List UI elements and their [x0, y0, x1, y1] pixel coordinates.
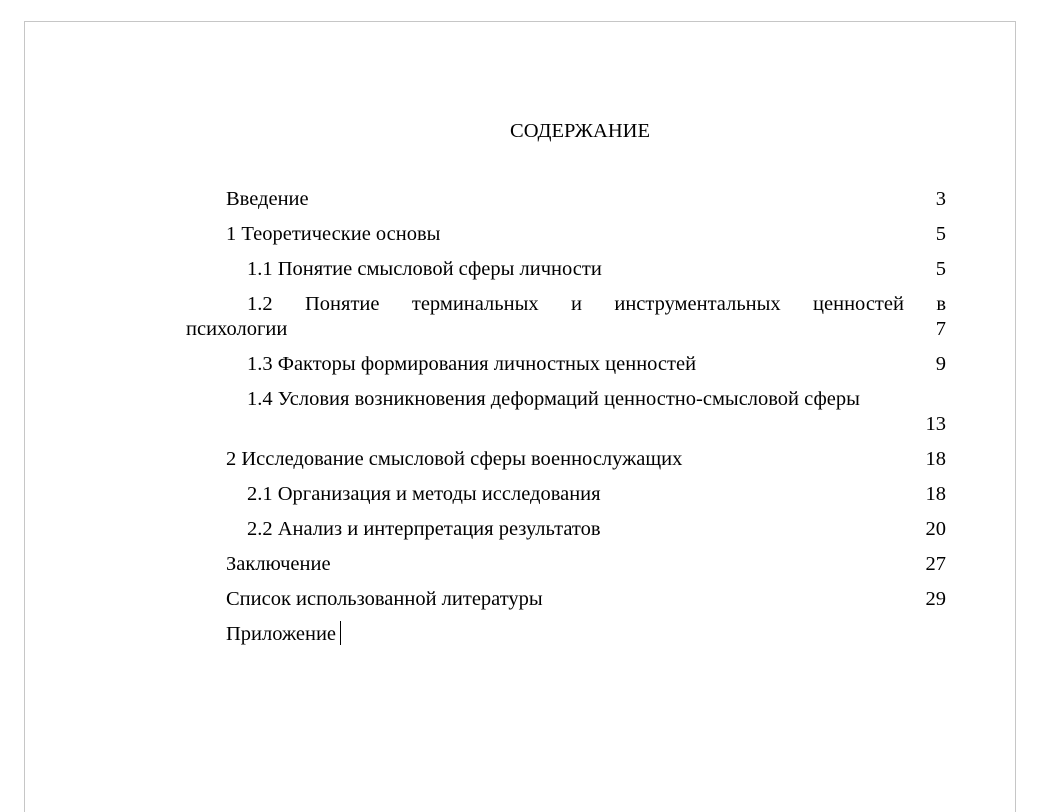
toc-entry-section-2-2[interactable]	[186, 516, 946, 543]
toc-page-number: 5	[935, 223, 946, 245]
toc-page-number: 3	[935, 188, 946, 210]
document-page[interactable]	[24, 21, 1016, 812]
toc-page-number: 27	[925, 553, 946, 575]
toc-page-number: 13	[925, 413, 946, 435]
toc-entry-references[interactable]	[186, 586, 946, 613]
toc-page-number: 9	[935, 353, 946, 375]
toc-entry-text-line1: 1.2 Понятие терминальных и инструментальных ценностей в	[247, 293, 946, 315]
toc-page-number: 20	[925, 518, 946, 540]
toc-entry-section-1-1[interactable]	[186, 256, 946, 283]
toc-page-number: 18	[925, 483, 946, 505]
toc-entry-text: 2 Исследование смысловой сферы военнослужащих	[226, 448, 683, 470]
toc-entry-section-1-4[interactable]	[186, 386, 946, 438]
toc-entry-text: Список использованной литературы	[226, 588, 543, 610]
toc-entry-text: Заключение	[226, 553, 331, 575]
toc-entry-text: 2.2 Анализ и интерпретация результатов	[247, 518, 601, 540]
toc-entry-section-1-2[interactable]	[186, 291, 946, 343]
toc-page-number: 7	[935, 318, 946, 340]
toc-entry-chapter-2[interactable]	[186, 446, 946, 473]
toc-entry-section-1-3[interactable]	[186, 351, 946, 378]
toc-entry-text: Введение	[226, 188, 309, 210]
toc-entry-text-line1: 1.4 Условия возникновения деформаций ценностно-смысловой сферы	[247, 388, 860, 410]
toc-entry-introduction[interactable]	[186, 186, 946, 213]
toc-page-number: 18	[925, 448, 946, 470]
toc-entry-text-line2: психологии	[186, 318, 288, 340]
toc-entry-text: 1.1 Понятие смысловой сферы личности	[247, 258, 602, 280]
toc-entry-text: 1.3 Факторы формирования личностных ценностей	[247, 353, 697, 375]
toc-entry-text: Приложение	[226, 623, 337, 645]
toc-page-number: 29	[925, 588, 946, 610]
toc-entry-text: 1 Теоретические основы	[226, 223, 441, 245]
toc-entry-section-2-1[interactable]	[186, 481, 946, 508]
toc-entry-appendix[interactable]	[186, 621, 946, 648]
table-of-contents	[186, 186, 946, 656]
toc-page-number: 5	[935, 258, 946, 280]
toc-entry-chapter-1[interactable]	[186, 221, 946, 248]
page-title: СОДЕРЖАНИЕ	[510, 120, 650, 142]
toc-entry-conclusion[interactable]	[186, 551, 946, 578]
toc-entry-text: 2.1 Организация и методы исследования	[247, 483, 601, 505]
text-cursor	[340, 621, 341, 645]
